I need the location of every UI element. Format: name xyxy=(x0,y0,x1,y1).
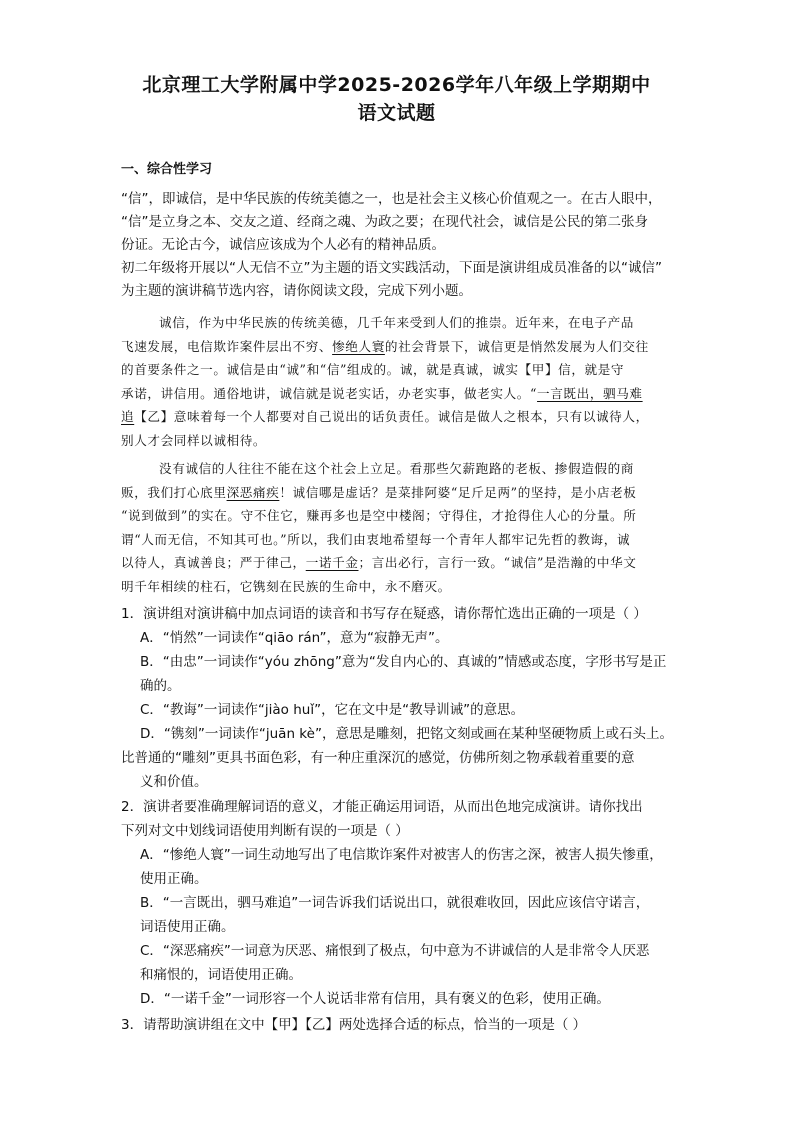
intro-line: “信”，即诚信，是中华民族的传统美德之一，也是社会主义核心价值观之一。在古人眼中， xyxy=(121,191,662,207)
speech-paragraph-2 xyxy=(121,457,681,598)
option-b: B．“由忠”一词读作“yóu zhōng”意为“发自内心的、真诚的”情感或态度，字形书写是正 xyxy=(140,654,667,670)
speech-paragraph-1 xyxy=(121,311,681,452)
speech-line: 的首要条件之一。诚信是由“诚”和“信”组成的。诚，就是真诚，诚实【甲】信，就是守 xyxy=(121,362,625,377)
speech-line: 贩，我们打心底里深恶痛疾！诚信哪是虚话？是菜排阿婆“足斤足两”的坚持，是小店老板 xyxy=(121,484,637,500)
option-a: A．“惨绝人寰”一词生动地写出了电信欺诈案件对被害人的伤害之深，被害人损失惨重， xyxy=(140,847,663,863)
underlined-term: 深恶痛疾 xyxy=(226,484,280,500)
speech-line: 诚信，作为中华民族的传统美德，几千年来受到人们的推崇。近年来，在电子产品 xyxy=(159,315,634,330)
intro-line: “信”是立身之本、交友之道、经商之魂、为政之要；在现代社会，诚信是公民的第二张身 xyxy=(121,214,648,230)
speech-line: 追【乙】意味着每一个人都要对自己说出的话负责任。诚信是做人之根本，只有以诚待人， xyxy=(121,409,649,424)
option-c: C．“深恶痛疾”一词意为厌恶、痛恨到了极点，句中意为不讲诚信的人是非常令人厌恶 xyxy=(140,943,650,959)
underlined-term: 惨绝人寰 xyxy=(332,338,385,354)
option-b-cont: 确的。 xyxy=(140,678,181,694)
speech-line: 以待人，真诚善良；严于律己，一诺千金；言出必行，言行一致。“诚信”是浩瀚的中华文 xyxy=(121,555,637,570)
underlined-term: 一诺千金 xyxy=(305,555,359,570)
speech-line: 明千年相续的柱石，它镌刻在民族的生命中，永不磨灭。 xyxy=(121,578,451,594)
underlined-term: 一言既出，驷马难 xyxy=(537,385,643,401)
question-2 xyxy=(121,795,681,1011)
speech-line: 飞速发展，电信欺诈案件层出不穷、惨绝人寰的社会背景下，诚信更是悄然发展为人们交往 xyxy=(121,338,649,354)
question-stem: 1．演讲组对演讲稿中加点词语的读音和书写存在疑惑，请你帮忙选出正确的一项是（ ） xyxy=(121,606,647,622)
intro-line: 初二年级将开展以“人无信不立”为主题的语文实践活动，下面是演讲组成员准备的以“诚信” xyxy=(121,260,662,276)
intro-paragraph xyxy=(121,188,681,303)
intro-line: 为主题的演讲稿节选内容，请你阅读文段，完成下列小题。 xyxy=(121,283,472,299)
question-stem-cont: 下列对文中划线词语使用判断有误的一项是（ ） xyxy=(121,823,409,839)
speech-line: 承诺，讲信用。通俗地讲，诚信就是说老实话，办老实事，做老实人。“一言既出，驷马难 xyxy=(121,385,643,401)
option-d-cont: 义和价值。 xyxy=(140,774,208,790)
option-a: A．“悄然”一词读作“qiāo rán”，意为“寂静无声”。 xyxy=(140,630,449,646)
question-1 xyxy=(121,602,681,794)
speech-line: 别人才会同样以诚相待。 xyxy=(121,432,267,448)
option-c: C．“教诲”一词读作“jiào huǐ”，它在文中是“教导训诫”的意思。 xyxy=(140,702,525,718)
section-heading: 一、综合性学习 xyxy=(121,162,213,177)
document-subtitle: 语文试题 xyxy=(357,102,436,124)
option-d: D．“镌刻”一词读作“juān kè”，意思是雕刻，把铭文刻或画在某种坚硬物质上或石头上。 xyxy=(140,726,673,742)
option-d: D．“一诺千金”一词形容一个人说话非常有信用，具有褒义的色彩，使用正确。 xyxy=(140,991,610,1007)
option-c-cont: 和痛恨的，词语使用正确。 xyxy=(140,967,302,983)
option-b: B．“一言既出，驷马难追”一词告诉我们话说出口，就很难收回，因此应该信守诺言， xyxy=(140,895,650,911)
question-stem: 3．请帮助演讲组在文中【甲】【乙】两处选择合适的标点，恰当的一项是（ ） xyxy=(121,1017,587,1033)
underlined-term: 追 xyxy=(121,409,135,424)
speech-line: “说到做到”的实在。守不住它，赚再多也是空中楼阁；守得住，才抢得住人心的分量。所 xyxy=(121,508,637,523)
option-a-cont: 使用正确。 xyxy=(140,871,208,887)
option-b-cont: 词语使用正确。 xyxy=(140,919,235,935)
question-3 xyxy=(121,1013,681,1037)
speech-line: 没有诚信的人往往不能在这个社会上立足。看那些欠薪跑路的老板、掺假造假的商 xyxy=(159,461,634,476)
document-title: 北京理工大学附属中学2025-2026学年八年级上学期期中 xyxy=(142,74,651,96)
speech-line: 谓“人而无信，不知其可也。”所以，我们由衷地希望每一个青年人都牢记先哲的教诲，诚 xyxy=(121,531,631,547)
option-d-cont: 比普通的“雕刻”更具书面色彩，有一种庄重深沉的感觉，仿佛所刻之物承载着重要的意 xyxy=(121,750,635,766)
intro-line: 份证。无论古今，诚信应该成为个人必有的精神品质。 xyxy=(121,237,445,253)
question-stem: 2．演讲者要准确理解词语的意义，才能正确运用词语，从而出色地完成演讲。请你找出 xyxy=(121,799,643,815)
